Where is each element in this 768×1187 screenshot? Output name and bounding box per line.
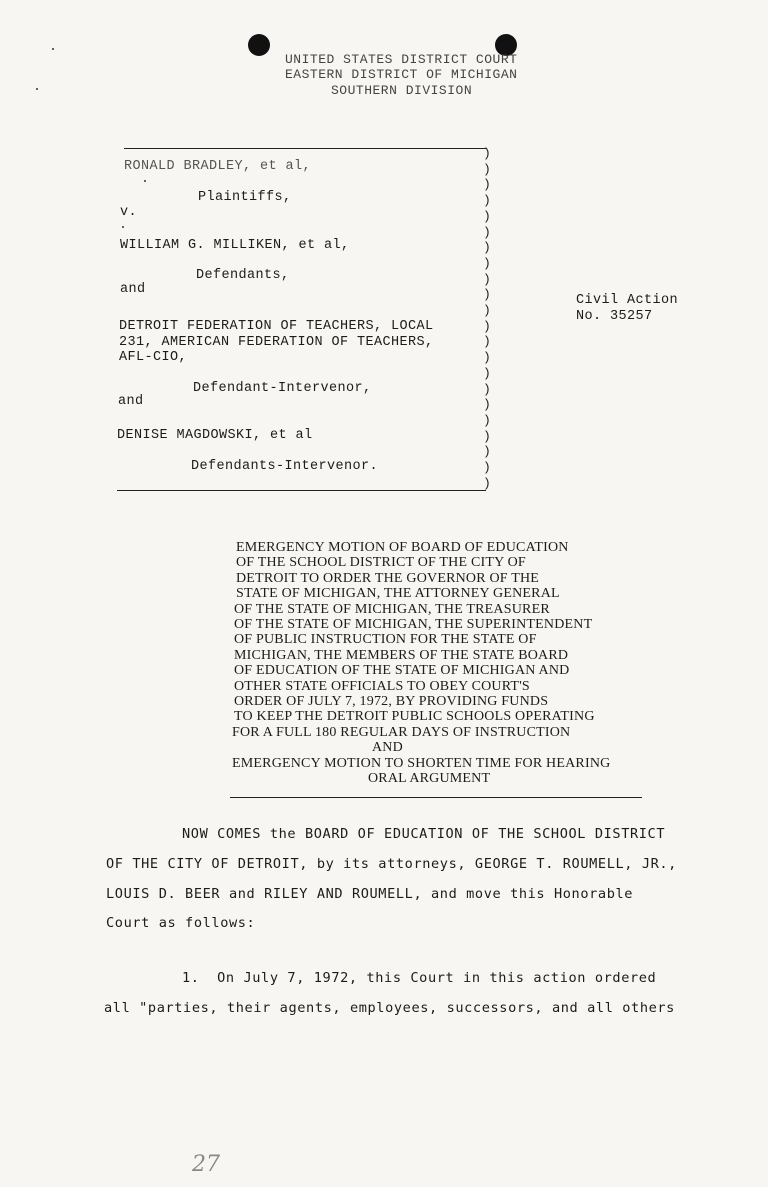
intervenor2-role: Defendants-Intervenor. xyxy=(191,459,379,474)
motion-title-line: OF PUBLIC INSTRUCTION FOR THE STATE OF xyxy=(234,632,537,648)
motion-title-line: MICHIGAN, THE MEMBERS OF THE STATE BOARD xyxy=(234,647,569,663)
motion-title-line: AND xyxy=(372,740,403,756)
punch-hole-left xyxy=(248,34,270,56)
intervenor2-name: DENISE MAGDOWSKI, et al xyxy=(117,428,313,443)
motion-title-line: ORDER OF JULY 7, 1972, BY PROVIDING FUNDS xyxy=(234,694,549,710)
court-division: SOUTHERN DIVISION xyxy=(331,83,473,98)
paragraph-intro-line4: Court as follows: xyxy=(106,915,256,931)
intervenor1-line3: AFL-CIO, xyxy=(119,350,188,365)
paragraph-1-line1: 1. On July 7, 1972, this Court in this action ordered xyxy=(182,970,657,986)
motion-title xyxy=(232,540,652,787)
paragraph-intro-line3: LOUIS D. BEER and RILEY AND ROUMELL, and move this Honorable xyxy=(106,886,634,902)
scan-speck xyxy=(52,48,54,50)
defendant-role: Defendants, xyxy=(196,268,290,283)
scan-speck xyxy=(36,88,38,90)
motion-title-line: EMERGENCY MOTION OF BOARD OF EDUCATION xyxy=(236,540,569,555)
versus: v. xyxy=(120,205,138,220)
case-type: Civil Action xyxy=(576,293,679,308)
caption-parenthesis-column: ) ) ) ) ) ) ) ) ) ) ) ) ) ) ) ) ) ) ) ) ) ) xyxy=(483,146,491,491)
handwritten-page-mark: 27 xyxy=(192,1152,220,1177)
scan-speck xyxy=(122,226,124,228)
court-district: EASTERN DISTRICT OF MICHIGAN xyxy=(285,67,518,82)
paragraph-intro-line1: NOW COMES the BOARD OF EDUCATION OF THE SCHOOL DISTRICT xyxy=(182,826,666,842)
motion-title-line: TO KEEP THE DETROIT PUBLIC SCHOOLS OPERATING xyxy=(234,709,595,725)
motion-title-line: OF THE SCHOOL DISTRICT OF THE CITY OF xyxy=(236,555,526,571)
motion-title-line: FOR A FULL 180 REGULAR DAYS OF INSTRUCTION xyxy=(232,724,571,740)
intervenor1-line1: DETROIT FEDERATION OF TEACHERS, LOCAL xyxy=(119,319,434,334)
and-conjunction-1: and xyxy=(120,282,146,297)
caption-bottom-rule xyxy=(117,490,486,491)
motion-title-line: OF THE STATE OF MICHIGAN, THE SUPERINTENDENT xyxy=(234,617,593,633)
motion-title-line: OTHER STATE OFFICIALS TO OBEY COURT'S xyxy=(234,678,530,694)
plaintiff-role: Plaintiffs, xyxy=(198,190,292,205)
motion-title-line: ORAL ARGUMENT xyxy=(368,771,491,787)
motion-title-underline xyxy=(230,797,642,798)
paragraph-intro-line2: OF THE CITY OF DETROIT, by its attorneys, GEORGE T. ROUMELL, JR., xyxy=(106,856,677,872)
motion-title-line: OF THE STATE OF MICHIGAN, THE TREASURER xyxy=(234,601,550,617)
and-conjunction-2: and xyxy=(118,394,144,409)
motion-title-line: STATE OF MICHIGAN, THE ATTORNEY GENERAL xyxy=(236,586,560,602)
case-number: No. 35257 xyxy=(576,309,653,324)
defendant-name: WILLIAM G. MILLIKEN, et al, xyxy=(120,238,350,253)
scan-speck xyxy=(144,180,146,182)
motion-title-line: EMERGENCY MOTION TO SHORTEN TIME FOR HEARING xyxy=(232,755,611,771)
motion-title-line: DETROIT TO ORDER THE GOVERNOR OF THE xyxy=(236,570,540,586)
paragraph-1-line2: all "parties, their agents, employees, successors, and all others xyxy=(104,1000,675,1016)
motion-title-line: OF EDUCATION OF THE STATE OF MICHIGAN AND xyxy=(234,663,570,679)
court-name: UNITED STATES DISTRICT COURT xyxy=(285,52,518,67)
caption-top-rule xyxy=(124,148,486,149)
intervenor1-line2: 231, AMERICAN FEDERATION OF TEACHERS, xyxy=(119,335,434,350)
plaintiff-name: RONALD BRADLEY, et al, xyxy=(124,159,312,174)
intervenor1-role: Defendant-Intervenor, xyxy=(193,381,372,396)
